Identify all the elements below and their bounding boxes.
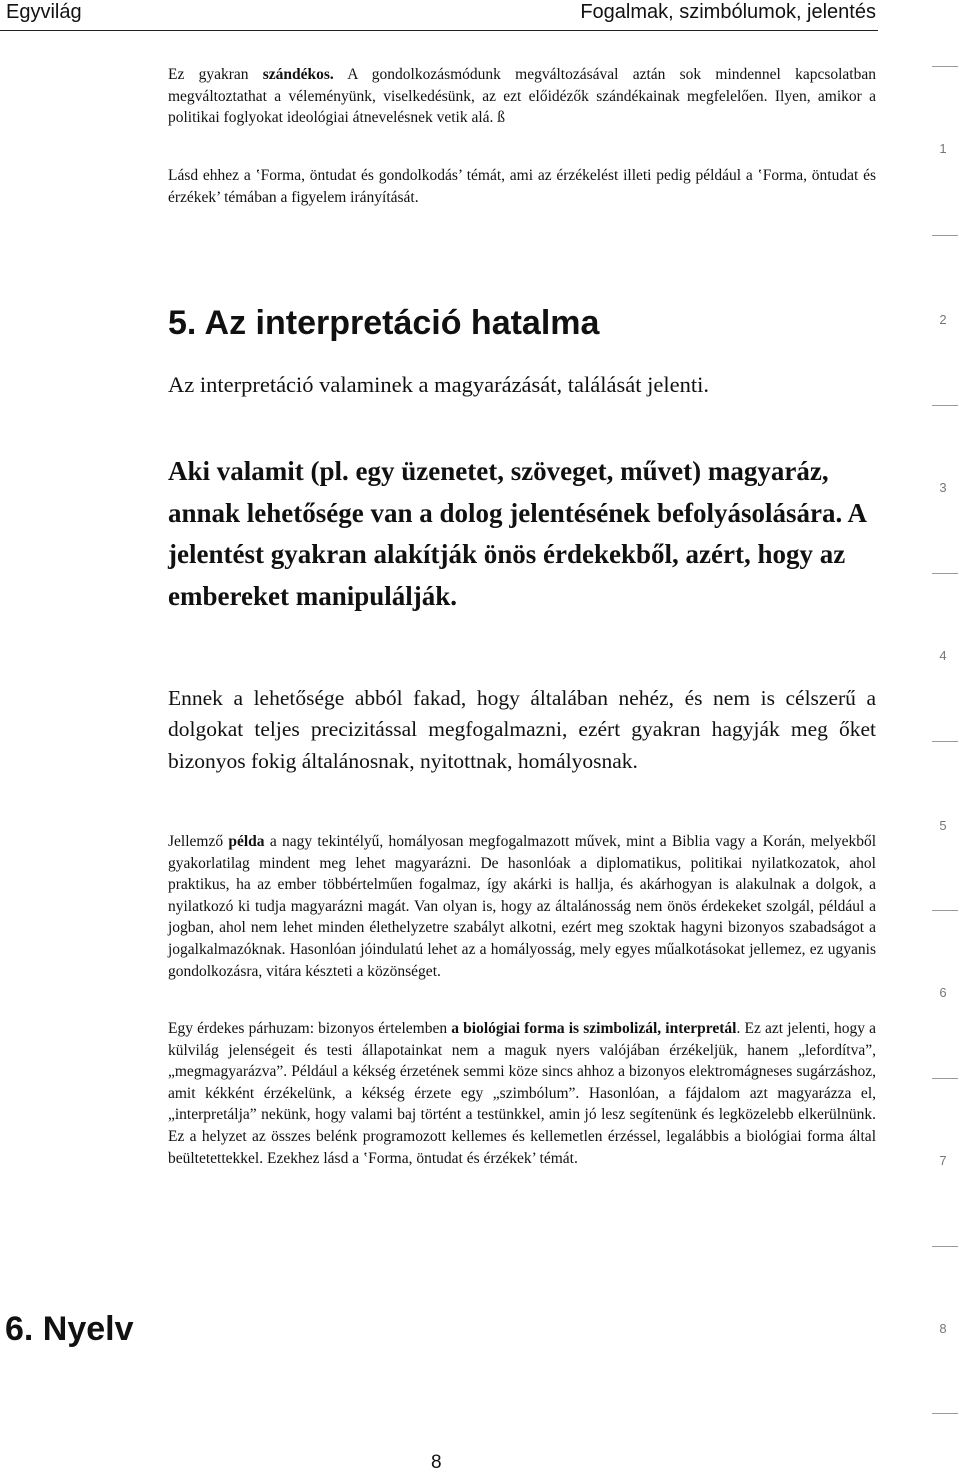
- section-5-paragraph: Ennek a lehetősége abból fakad, hogy általában nehéz, és nem is célszerű a dolgokat teljes precizitással megfogalmazni, ezért gyakran hagyják meg őket bizonyos fokig általánosnak, nyitottnak, homályosnak.: [168, 686, 876, 773]
- intro-text: Ez gyakran: [168, 66, 263, 83]
- margin-tick: [932, 573, 958, 574]
- example-paragraph: [168, 831, 876, 982]
- margin-line-number: 2: [939, 312, 947, 327]
- page-number: 8: [431, 1452, 442, 1473]
- example-text-cont: a nagy tekintélyű, homályosan megfogalmazott művek, mint a Biblia vagy a Korán, melyekből gyakorlatilag mindent meg lehet magyarázni. De hasonlóak a diplomatikus, politikai nyilatkozatok, ahol praktikus, ha az ember többértelműen fogalmaz, így akárki is hallja, és akárhogyan is alakulnak a dolgok, a nyilatkozó ki tudja magyarázni magát. Van olyan is, hogy az általánosság nem önös érdekeket szolgál, például a jogban, ahol nem lehet minden élethelyzetre szabályt alkotni, ezért meg szoktak hagyni bizonyos szabadságot a jogalkalmazóknak. Hasonlóan jóindulatú lehet az a homályosság, mely egyes műalkotásokat jellemez, ez ugyanis gondolkozásra, vitára készteti a közönséget.: [168, 833, 876, 980]
- intro-paragraph-1: [168, 64, 876, 129]
- section-5-heading: 5. Az interpretáció hatalma: [168, 304, 600, 342]
- margin-line-number: 5: [939, 818, 947, 833]
- margin-line-number: 6: [939, 985, 947, 1000]
- intro-paragraph-2: Lásd ehhez a ‛Forma, öntudat és gondolkodás’ témát, ami az érzékelést illeti pedig például a ‛Forma, öntudat és érzékek’ témában a figyelem irányítását.: [168, 167, 876, 206]
- margin-tick: [932, 1246, 958, 1247]
- header-book-title: Egyvilág: [6, 1, 82, 23]
- example-emphasis: példa: [228, 833, 265, 850]
- margin-tick: [932, 1078, 958, 1079]
- intro-emphasis: szándékos.: [262, 66, 334, 83]
- parallel-emphasis: a biológiai forma is szimbolizál, interpretál: [451, 1020, 737, 1037]
- page-header: [0, 0, 878, 31]
- header-chapter-title: Fogalmak, szimbólumok, jelentés: [580, 1, 876, 23]
- margin-line-number: 1: [939, 141, 947, 156]
- parallel-text-cont: . Ez azt jelenti, hogy a külvilág jelenségeit és testi állapotainkat nem a maguk nyers valójában érzékeljük, hanem „lefordítva”, „megmagyarázva”. Például a kékség érzetének semmi köze sincs ahhoz a bizonyos elektromágneses sugárzáshoz, amit kékként érzékelünk, a kékség érzete egy „szimbólum”. Hasonlóan, a fájdalom azt magyarázza el, „interpretálja” nekünk, hogy valami baj történt a testünkkel, amin jó lesz segítenünk és legközelebb elkerülnünk. Ez a helyzet az összes belénk programozott kellemes és kellemetlen érzéssel, legalábbis a biológiai forma által beültetettekkel. Ezekhez lásd a ‛Forma, öntudat és érzékek’ témát.: [168, 1020, 876, 1167]
- margin-tick: [932, 910, 958, 911]
- margin-tick: [932, 405, 958, 406]
- margin-tick: [932, 66, 958, 67]
- section-6-heading: 6. Nyelv: [5, 1310, 134, 1348]
- margin-tick: [932, 235, 958, 236]
- margin-tick: [932, 741, 958, 742]
- intro-text-cont: A gondolkozásmódunk megváltozásával aztán sok mindennel kapcsolatban megváltoztathat a véleményünk, viselkedésünk, az ezt előidézők szándékainak megfelelően. Ilyen, amikor a politikai foglyokat ideológiai átnevelésnek vetik alá. ß: [168, 66, 876, 127]
- margin-line-number: 3: [939, 480, 947, 495]
- margin-line-number: 8: [939, 1321, 947, 1336]
- margin-line-number: 7: [939, 1153, 947, 1168]
- margin-line-number: 4: [939, 648, 947, 663]
- margin-tick: [932, 1413, 958, 1414]
- section-5-key-statement: Aki valamit (pl. egy üzenetet, szöveget, művet) magyaráz, annak lehetősége van a dolog jelentésének befolyásolására. A jelentést gyakran alakítják önös érdekekből, azért, hogy az embereket manipulálják.: [168, 456, 866, 611]
- parallel-paragraph: [168, 1018, 876, 1169]
- example-text: Jellemző: [168, 833, 229, 850]
- section-5-lead: Az interpretáció valaminek a magyarázását, találását jelenti.: [168, 372, 709, 397]
- parallel-text: Egy érdekes párhuzam: bizonyos értelemben: [168, 1020, 452, 1037]
